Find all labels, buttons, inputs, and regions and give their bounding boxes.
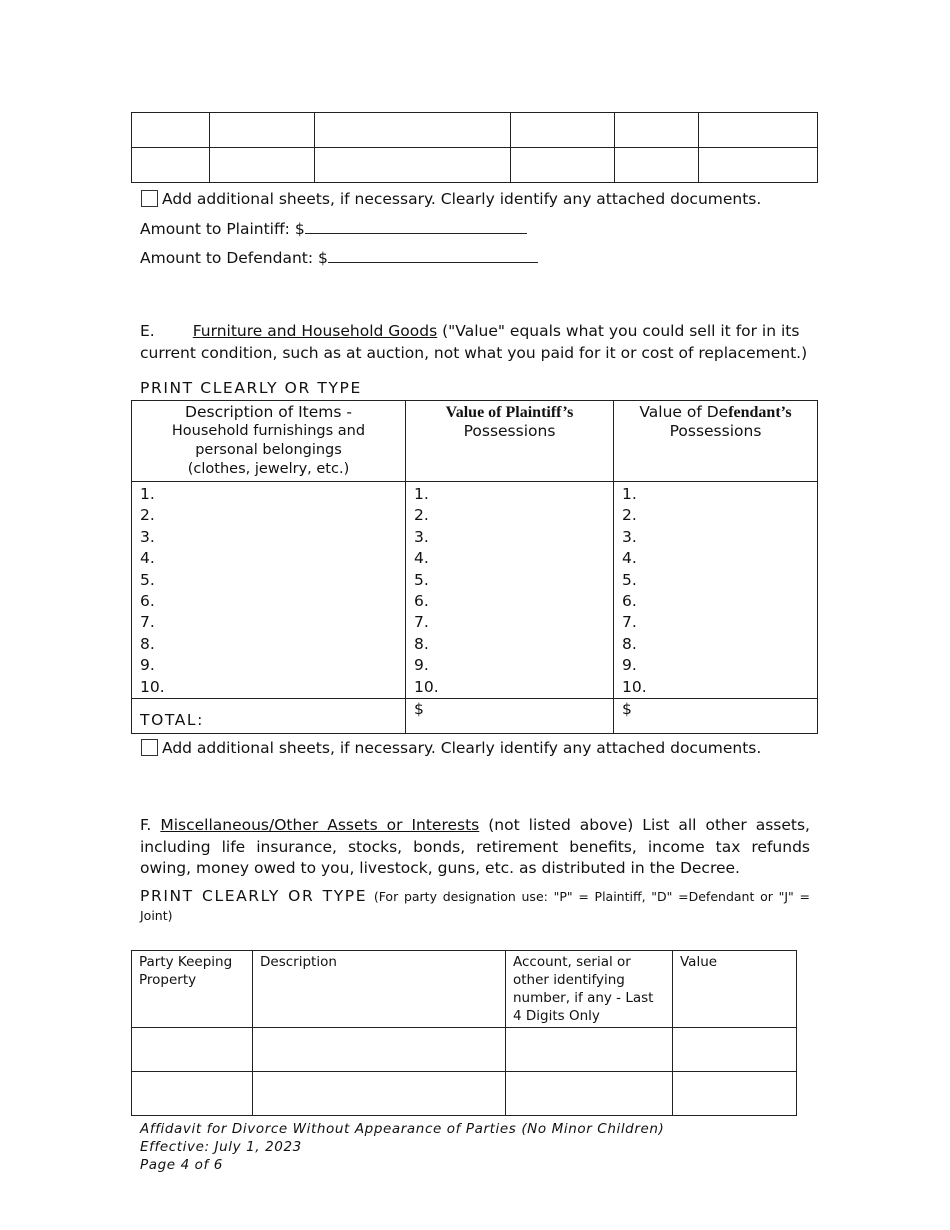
table-cell[interactable] <box>315 148 511 183</box>
section-f-print-row <box>140 887 810 925</box>
col3-title-bold: fendant’s <box>728 404 792 421</box>
furniture-items-plaintiff[interactable] <box>406 482 614 699</box>
table-cell[interactable] <box>315 113 511 148</box>
furniture-table <box>131 400 818 734</box>
misc-assets-table <box>131 950 797 1116</box>
total-defendant-dollar: $ <box>622 700 632 719</box>
section-f-heading <box>140 815 810 880</box>
col2-title: Value of Plaintiff’s <box>445 404 574 421</box>
table-cell[interactable] <box>132 1072 253 1116</box>
table-cell[interactable] <box>673 1028 797 1072</box>
numbered-list: 1. 2. 3. 4. 5. 6. 7. 8. 9. 10. <box>140 485 165 696</box>
col3-subtitle: Possessions <box>669 422 762 440</box>
additional-sheets-checkbox[interactable] <box>141 190 158 207</box>
numbered-list: 1. 2. 3. 4. 5. 6. 7. 8. 9. 10. <box>622 485 647 696</box>
amount-defendant-row <box>140 248 538 267</box>
footer-effective-date: Effective: July 1, 2023 <box>140 1139 302 1155</box>
section-f-title: Miscellaneous/Other Assets or Interests <box>160 816 480 834</box>
section-e-description-1: ("Value" equals what you could sell it for in its <box>437 322 800 340</box>
section-e-letter: E. <box>140 322 155 340</box>
table-cell[interactable] <box>506 1028 673 1072</box>
numbered-list: 1. 2. 3. 4. 5. 6. 7. 8. 9. 10. <box>414 485 439 696</box>
party-designation-note: (For party designation use: "P" = Plaintiff, "D" =Defendant or "J" = Joint) <box>140 889 810 923</box>
table-cell[interactable] <box>511 113 615 148</box>
section-f-letter: F. <box>140 816 152 834</box>
amount-plaintiff-field[interactable] <box>305 219 527 234</box>
table-cell[interactable] <box>615 148 699 183</box>
section-e-description-2: current condition, such as at auction, not what you paid for it or cost of replacement.) <box>140 344 808 362</box>
table-cell[interactable] <box>699 148 818 183</box>
amount-plaintiff-row <box>140 219 527 238</box>
table-cell[interactable] <box>511 148 615 183</box>
table-row <box>132 1028 797 1072</box>
section-f-print-label: PRINT CLEARLY OR TYPE <box>140 887 368 905</box>
furniture-col-defendant-header <box>614 401 818 482</box>
table-cell[interactable] <box>699 113 818 148</box>
amount-defendant-label: Amount to Defendant: $ <box>140 249 328 267</box>
additional-sheets-row-1 <box>141 190 761 208</box>
furniture-col-plaintiff-header <box>406 401 614 482</box>
total-label-cell <box>132 699 406 734</box>
additional-sheets-row-2 <box>141 739 761 757</box>
col3-title-plain: Value of De <box>639 403 729 421</box>
total-defendant-cell[interactable] <box>614 699 818 734</box>
additional-sheets-note: Add additional sheets, if necessary. Clearly identify any attached documents. <box>162 739 762 757</box>
amount-plaintiff-label: Amount to Plaintiff: $ <box>140 220 305 238</box>
footer-form-title: Affidavit for Divorce Without Appearance of Parties (No Minor Children) <box>140 1121 665 1137</box>
table-cell[interactable] <box>253 1072 506 1116</box>
col1-subtitle: Household furnishings and personal belongings (clothes, jewelry, etc.) <box>171 423 366 477</box>
furniture-items-description[interactable] <box>132 482 406 699</box>
total-plaintiff-cell[interactable] <box>406 699 614 734</box>
section-e-print-label: PRINT CLEARLY OR TYPE <box>140 379 362 397</box>
total-label: TOTAL: <box>140 711 204 730</box>
amount-defendant-field[interactable] <box>328 248 538 263</box>
table-row <box>132 1072 797 1116</box>
additional-sheets-note: Add additional sheets, if necessary. Clearly identify any attached documents. <box>162 190 762 208</box>
table-cell[interactable] <box>210 148 315 183</box>
misc-header-account: Account, serial or other identifying number, if any - Last 4 Digits Only <box>506 951 673 1028</box>
table-cell[interactable] <box>132 148 210 183</box>
table-cell[interactable] <box>132 113 210 148</box>
misc-header-description: Description <box>253 951 506 1028</box>
footer-page-number: Page 4 of 6 <box>140 1157 223 1173</box>
section-e-title: Furniture and Household Goods <box>192 322 438 340</box>
section-e-heading <box>140 320 812 364</box>
top-continuation-table <box>131 112 818 183</box>
table-cell[interactable] <box>253 1028 506 1072</box>
furniture-col-description-header <box>132 401 406 482</box>
total-plaintiff-dollar: $ <box>414 700 424 719</box>
col1-title: Description of Items - <box>185 403 352 421</box>
table-cell[interactable] <box>506 1072 673 1116</box>
furniture-items-defendant[interactable] <box>614 482 818 699</box>
table-cell[interactable] <box>615 113 699 148</box>
table-cell[interactable] <box>132 1028 253 1072</box>
table-cell[interactable] <box>210 113 315 148</box>
misc-header-party: Party Keeping Property <box>132 951 253 1028</box>
section-f-description: (not listed above) List all other assets, including life insurance, stocks, bonds, retirement benefits, income tax refunds owing, money owed to you, livestock, guns, etc. as distributed in the Decree. <box>140 816 810 877</box>
additional-sheets-checkbox[interactable] <box>141 739 158 756</box>
table-cell[interactable] <box>673 1072 797 1116</box>
footer <box>140 1120 664 1174</box>
col2-subtitle: Possessions <box>463 422 556 440</box>
misc-header-value: Value <box>673 951 797 1028</box>
